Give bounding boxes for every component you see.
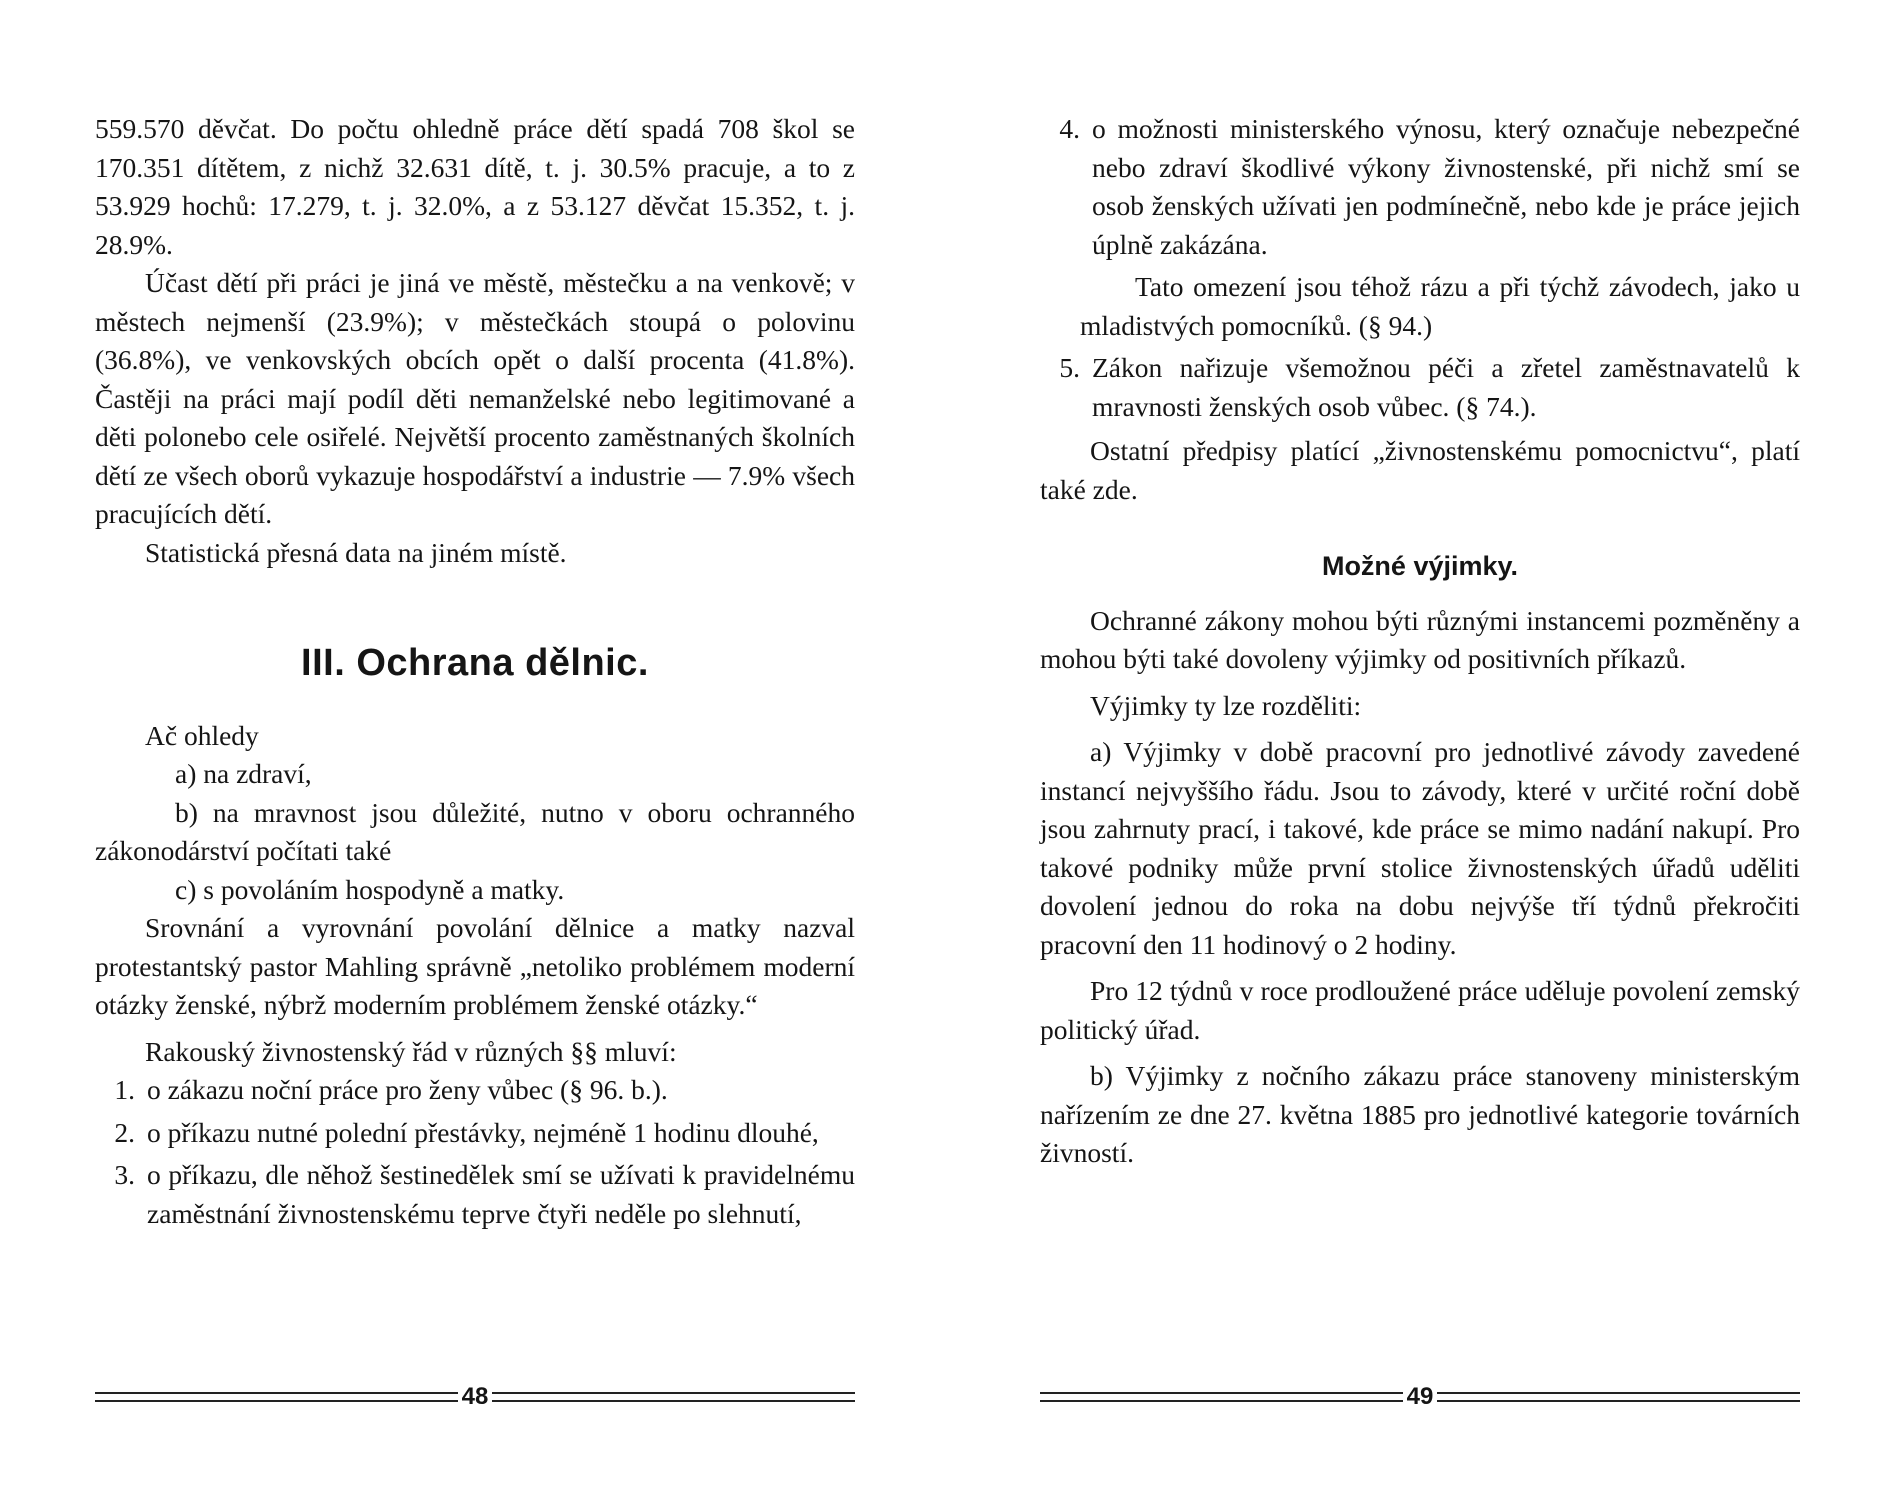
paragraph: Ač ohledy	[145, 719, 259, 751]
page-number: 48	[461, 1383, 489, 1410]
item-text: Zákon nařizuje všemožnou péči a zřetel zaměstnavatelů k mravnosti ženských osob vůbec. (§ 74.).	[1092, 352, 1800, 422]
list-item: b) na mravnost jsou důležité, nutno v oboru ochranného zákonodárství počítati také	[95, 796, 855, 866]
paragraph: Statistická přesná data na jiném místě.	[145, 536, 567, 568]
paragraph: Rakouský živnostenský řád v různých §§ mluví:	[145, 1035, 677, 1067]
numbered-item	[1040, 349, 1800, 426]
right-page-text	[1040, 110, 1800, 1173]
right-page	[1040, 110, 1800, 1173]
item-number: 3.	[114, 1159, 135, 1190]
item-number: 1.	[114, 1074, 135, 1105]
numbered-item	[95, 1156, 855, 1233]
paragraph: Pro 12 týdnů v roce prodloužené práce uděluje povolení zemský politický úřad.	[1040, 975, 1800, 1045]
item-text: o zákazu noční práce pro ženy vůbec (§ 96. b.).	[147, 1074, 668, 1105]
right-page-footer	[1040, 1383, 1800, 1411]
paragraph: Tato omezení jsou téhož rázu a při týchž závodech, jako u mladistvých pomocníků. (§ 94.)	[1080, 271, 1800, 341]
paragraph: Ostatní předpisy platící „živnostenskému pomocnictvu“, platí také zde.	[1040, 435, 1800, 505]
item-text: o příkazu nutné polední přestávky, nejméně 1 hodinu dlouhé,	[147, 1116, 819, 1148]
item-number: 5.	[1059, 352, 1080, 383]
page-number: 49	[1406, 1383, 1434, 1410]
left-page-footer	[95, 1383, 855, 1411]
section-heading: Možné výjimky.	[1321, 551, 1519, 581]
footer-rule	[1437, 1392, 1800, 1402]
item-text: o příkazu, dle něhož šestinedělek smí se užívati k pravidelnému zaměstnání živnostenskému teprve čtyři neděle po slehnutí,	[147, 1159, 855, 1229]
paragraph: Ochranné zákony mohou býti různými instancemi pozměněny a mohou býti také dovoleny výjimky od positivních příkazů.	[1040, 604, 1800, 674]
list-item: c) s povoláním hospodyně a matky.	[175, 873, 565, 905]
footer-rule	[1040, 1392, 1403, 1402]
chapter-title: III. Ochrana dělnic.	[301, 642, 649, 684]
item-text: o možnosti ministerského výnosu, který označuje nebezpečné nebo zdraví škodlivé výkony živnostenské, při nichž smí se osob ženských užívati jen podmínečně, nebo kde je práce jejich úplně zakázána.	[1092, 113, 1800, 260]
item-number: 4.	[1059, 113, 1080, 144]
footer-rule	[492, 1392, 855, 1402]
numbered-item	[95, 1114, 855, 1153]
left-page-text	[95, 110, 855, 1233]
numbered-item	[1040, 110, 1800, 264]
paragraph: b) Výjimky z nočního zákazu práce stanoveny ministerským nařízením ze dne 27. května 1885 pro jednotlivé kategorie továrních živností.	[1040, 1060, 1800, 1168]
paragraph: Srovnání a vyrovnání povolání dělnice a matky nazval protestantský pastor Mahling správně „netoliko problémem moderní otázky ženské, nýbrž moderním problémem ženské otázky.“	[95, 912, 855, 1020]
numbered-item	[95, 1071, 855, 1110]
list-item: a) na zdraví,	[175, 758, 312, 789]
paragraph: Účast dětí při práci je jiná ve městě, městečku a na venkově; v městech nejmenší (23.9%); v městečkách stoupá o polovinu (36.8%), ve venkovských obcích opět o další procenta (41.8%). Častěji na práci mají podíl děti nemanželské nebo legitimované a děti polonebo cele osiřelé. Největší procento zaměstnaných školních dětí ze všech oborů vykazuje hospodářství a industrie — 7.9% všech pracujících dětí.	[95, 267, 855, 529]
left-page	[95, 110, 855, 1233]
footer-rule	[95, 1392, 458, 1402]
paragraph: a) Výjimky v době pracovní pro jednotlivé závody zavedené instancí nejvyššího řádu. Jsou to závody, které v určité roční době jsou zahrnuty prací, i takové, kde práce se mimo nadání nakupí. Pro takové podniky může první stolice živnostenských úřadů uděliti dovolení jednou do roka na dobu nejvýše tří týdnů překročiti pracovní den 11 hodinový o 2 hodiny.	[1040, 736, 1800, 960]
paragraph: 559.570 děvčat. Do počtu ohledně práce dětí spadá 708 škol se 170.351 dítětem, z nichž 32.631 dítě, t. j. 30.5% pracuje, a to z 53.929 hochů: 17.279, t. j. 32.0%, a z 53.127 děvčat 15.352, t. j. 28.9%.	[95, 113, 855, 260]
paragraph: Výjimky ty lze rozděliti:	[1090, 689, 1362, 721]
item-number: 2.	[114, 1116, 135, 1148]
